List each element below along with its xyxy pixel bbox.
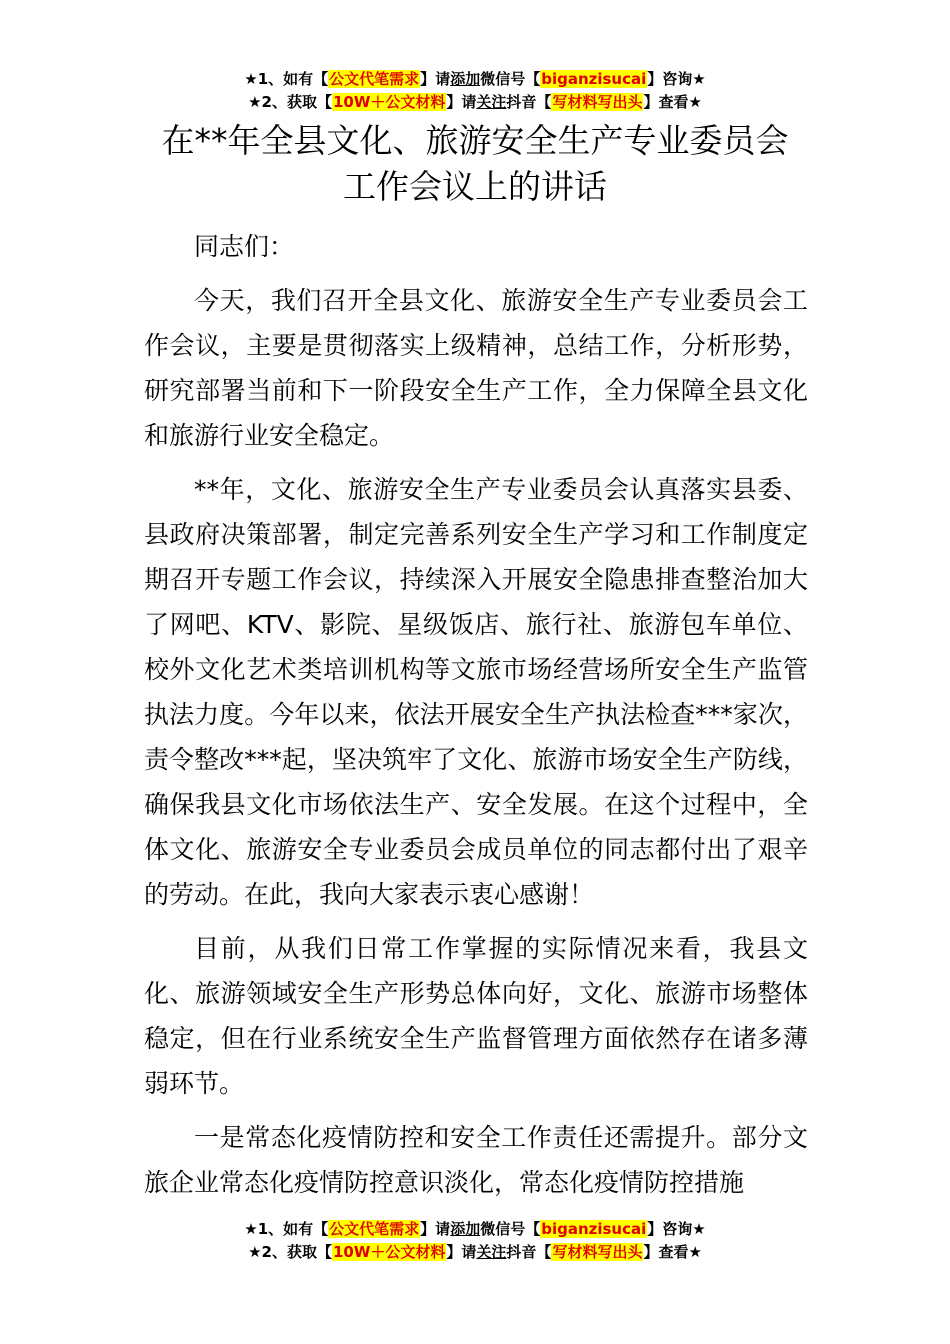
banner-text: 】查看★ xyxy=(643,93,702,111)
banner-text: 微信号【 xyxy=(480,70,541,88)
salutation: 同志们： xyxy=(194,232,295,261)
banner-text: ★1、如有【 xyxy=(244,70,329,88)
banner-text: 】请 xyxy=(446,1243,477,1261)
banner-highlight: 10W＋公文材料 xyxy=(332,93,446,111)
banner-text: 微信号【 xyxy=(480,1220,541,1238)
banner-highlight: biganzisucai xyxy=(541,1220,647,1238)
banner-line-1 xyxy=(0,68,950,91)
title-line-2: 工作会议上的讲话 xyxy=(343,167,607,206)
banner-underlined-text: 关注 xyxy=(476,93,507,111)
banner-text: 】咨询★ xyxy=(647,1220,706,1238)
banner-underlined-text: 关注 xyxy=(476,1243,507,1261)
banner-text: 】咨询★ xyxy=(647,70,706,88)
banner-line-2 xyxy=(0,91,950,114)
banner-text: 抖音【 xyxy=(506,93,552,111)
banner-line-1 xyxy=(0,1218,950,1241)
banner-text: ★1、如有【 xyxy=(244,1220,329,1238)
banner-highlight: 公文代笔需求 xyxy=(329,70,420,88)
paragraph: 一是常态化疫情防控和安全工作责任还需提升。部分文旅企业常态化疫情防控意识淡化，常态化疫情防控措施 xyxy=(144,1123,808,1197)
banner-text: ★2、获取【 xyxy=(248,93,332,111)
banner-line-2 xyxy=(0,1241,950,1264)
banner-text: 】查看★ xyxy=(643,1243,702,1261)
title-line-1: 在**年全县文化、旅游安全生产专业委员会 xyxy=(161,121,789,160)
paragraph: **年，文化、旅游安全生产专业委员会认真落实县委、县政府决策部署，制定完善系列安全生产学习和工作制度定期召开专题工作会议，持续深入开展安全隐患排查整治加大了网吧、KTV、影院、星级饭店、旅行社、旅游包车单位、校外文化艺术类培训机构等文旅市场经营场所安全生产监管执法力度。今年以来，依法开展安全生产执法检查***家次，责令整改***起，坚决筑牢了文化、旅游市场安全生产防线，确保我县文化市场依法生产、安全发展。在这个过程中，全体文化、旅游安全专业委员会成员单位的同志都付出了艰辛的劳动。在此，我向大家表示衷心感谢！ xyxy=(144,475,808,909)
banner-highlight: 写材料写出头 xyxy=(552,1243,643,1261)
banner-text: ★2、获取【 xyxy=(248,1243,332,1261)
banner-underlined-text: 添加 xyxy=(450,1220,481,1238)
paragraph: 今天，我们召开全县文化、旅游安全生产专业委员会工作会议，主要是贯彻落实上级精神，总结工作，分析形势，研究部署当前和下一阶段安全生产工作，全力保障全县文化和旅游行业安全稳定。 xyxy=(144,286,808,450)
banner-highlight: 10W＋公文材料 xyxy=(332,1243,446,1261)
banner-text: 抖音【 xyxy=(506,1243,552,1261)
banner-text: 】请 xyxy=(420,70,451,88)
document-title xyxy=(100,118,850,210)
header-banner xyxy=(0,68,950,114)
document-body xyxy=(144,224,808,1205)
footer-banner xyxy=(0,1218,950,1264)
banner-highlight: biganzisucai xyxy=(541,70,647,88)
banner-underlined-text: 添加 xyxy=(450,70,481,88)
banner-highlight: 写材料写出头 xyxy=(552,93,643,111)
banner-highlight: 公文代笔需求 xyxy=(329,1220,420,1238)
banner-text: 】请 xyxy=(446,93,477,111)
banner-text: 】请 xyxy=(420,1220,451,1238)
paragraph: 目前，从我们日常工作掌握的实际情况来看，我县文化、旅游领域安全生产形势总体向好，文化、旅游市场整体稳定，但在行业系统安全生产监督管理方面依然存在诸多薄弱环节。 xyxy=(144,934,808,1098)
